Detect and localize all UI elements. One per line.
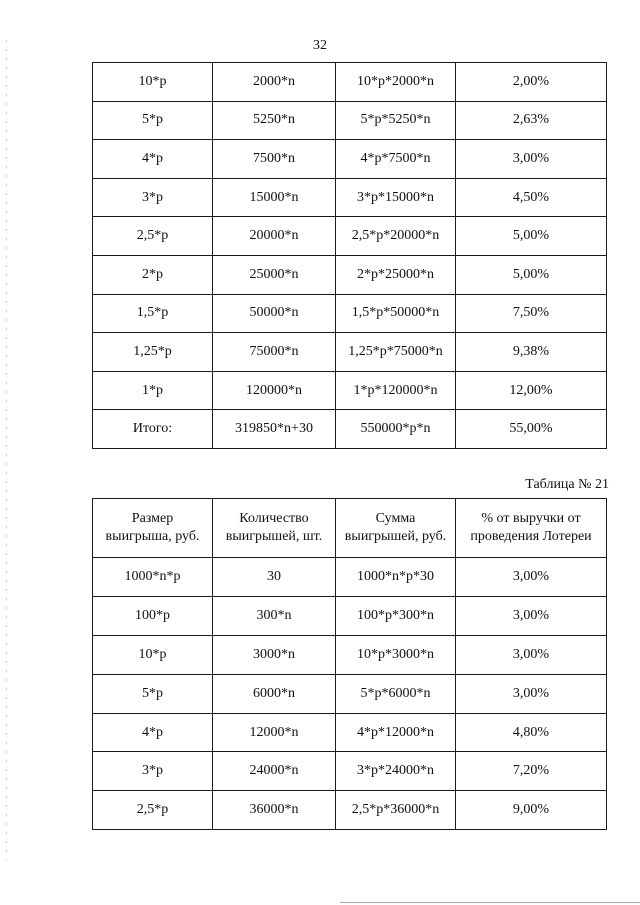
table-cell: 3,00%: [456, 140, 607, 179]
header-line: Количество: [239, 511, 309, 526]
table-row: [93, 217, 607, 256]
table-cell: 3*p*15000*n: [336, 178, 456, 217]
table-cell: 20000*n: [213, 217, 336, 256]
table-row: [93, 791, 607, 830]
table-row: [93, 63, 607, 102]
table-cell: 2,63%: [456, 101, 607, 140]
table-cell: 7,20%: [456, 752, 607, 791]
header-line: Размер: [131, 511, 174, 526]
table-cell: 7,50%: [456, 294, 607, 333]
table-caption: Таблица № 21: [525, 477, 609, 492]
table-cell: 1*p*120000*n: [336, 371, 456, 410]
table-header: [93, 499, 607, 558]
table-cell: 2,5*p*36000*n: [336, 791, 456, 830]
table-cell: 50000*n: [213, 294, 336, 333]
header-prize-sum: [336, 499, 456, 558]
header-line: проведения Лотереи: [470, 529, 592, 544]
table-cell: 24000*n: [213, 752, 336, 791]
table-cell: 3000*n: [213, 635, 336, 674]
table-row: [93, 752, 607, 791]
table-cell: 5250*n: [213, 101, 336, 140]
table-cell: 5*p*6000*n: [336, 674, 456, 713]
table-cell: 3,00%: [456, 596, 607, 635]
table-cell: 1000*n*p*30: [336, 558, 456, 597]
table-cell: 9,38%: [456, 333, 607, 372]
table-cell: 6000*n: [213, 674, 336, 713]
table-cell: 3,00%: [456, 558, 607, 597]
table-cell: 5,00%: [456, 255, 607, 294]
header-prize-size: [93, 499, 213, 558]
table-cell: 4*p: [93, 713, 213, 752]
table-row: [93, 558, 607, 597]
header-revenue-percent: [456, 499, 607, 558]
table-row: [93, 101, 607, 140]
table-cell: 100*p*300*n: [336, 596, 456, 635]
table-cell: 55,00%: [456, 410, 607, 449]
table-cell: 7500*n: [213, 140, 336, 179]
table-cell: 3*p: [93, 752, 213, 791]
table-row: [93, 596, 607, 635]
table-cell: 4,50%: [456, 178, 607, 217]
table-cell: 2,5*p: [93, 217, 213, 256]
table-cell: 1,5*p: [93, 294, 213, 333]
table-cell: 100*p: [93, 596, 213, 635]
table-cell: 3,00%: [456, 674, 607, 713]
prize-table-21: [92, 498, 607, 830]
table-row: [93, 410, 607, 449]
scan-edge-mark: [6, 40, 7, 860]
table-cell: 1,25*p: [93, 333, 213, 372]
table-cell: 15000*n: [213, 178, 336, 217]
table-cell: 319850*n+30: [213, 410, 336, 449]
table-cell: 1*p: [93, 371, 213, 410]
table-cell: 4*p: [93, 140, 213, 179]
table-row: [93, 635, 607, 674]
table-cell: 2,5*p: [93, 791, 213, 830]
header-line: % от выручки от: [481, 511, 581, 526]
table-cell: 5,00%: [456, 217, 607, 256]
header-line: выигрышей, шт.: [225, 529, 323, 544]
table-cell: 300*n: [213, 596, 336, 635]
table-cell: 2*p: [93, 255, 213, 294]
table-cell: 120000*n: [213, 371, 336, 410]
table-cell: 9,00%: [456, 791, 607, 830]
table-body: [93, 558, 607, 830]
table-row: [93, 178, 607, 217]
table-cell: 10*p*3000*n: [336, 635, 456, 674]
table-row: [93, 294, 607, 333]
table-cell: 2*p*25000*n: [336, 255, 456, 294]
header-line: выигрышей, руб.: [344, 529, 447, 544]
table-cell: 2,5*p*20000*n: [336, 217, 456, 256]
table-cell: 12000*n: [213, 713, 336, 752]
header-line: Сумма: [375, 511, 416, 526]
table-cell: 3*p: [93, 178, 213, 217]
table-cell: 36000*n: [213, 791, 336, 830]
header-line: выигрыша, руб.: [105, 529, 200, 544]
table-cell: 550000*p*n: [336, 410, 456, 449]
table-cell: 1,25*p*75000*n: [336, 333, 456, 372]
table-row: [93, 713, 607, 752]
table-cell: 5*p: [93, 101, 213, 140]
table-cell: 1,5*p*50000*n: [336, 294, 456, 333]
table-row: [93, 371, 607, 410]
table-cell: 4,80%: [456, 713, 607, 752]
table-row: [93, 333, 607, 372]
table-cell: 3,00%: [456, 635, 607, 674]
table-cell: 30: [213, 558, 336, 597]
table-cell: 25000*n: [213, 255, 336, 294]
table-cell: 1000*n*p: [93, 558, 213, 597]
table-row: [93, 140, 607, 179]
table-cell: 10*p: [93, 635, 213, 674]
table-cell: 10*p: [93, 63, 213, 102]
table-cell: Итого:: [93, 410, 213, 449]
table-cell: 75000*n: [213, 333, 336, 372]
table-cell: 4*p*12000*n: [336, 713, 456, 752]
prize-table-continued: [92, 62, 607, 449]
scan-bottom-mark: [340, 902, 640, 903]
header-prize-count: [213, 499, 336, 558]
table-cell: 12,00%: [456, 371, 607, 410]
table-cell: 5*p: [93, 674, 213, 713]
table-row: [93, 255, 607, 294]
table-cell: 5*p*5250*n: [336, 101, 456, 140]
table-cell: 2,00%: [456, 63, 607, 102]
page-number: 32: [313, 38, 327, 53]
table-row: [93, 674, 607, 713]
table-body: [93, 63, 607, 449]
table-cell: 4*p*7500*n: [336, 140, 456, 179]
table-cell: 10*p*2000*n: [336, 63, 456, 102]
table-cell: 2000*n: [213, 63, 336, 102]
header-row: [93, 499, 607, 558]
table-cell: 3*p*24000*n: [336, 752, 456, 791]
